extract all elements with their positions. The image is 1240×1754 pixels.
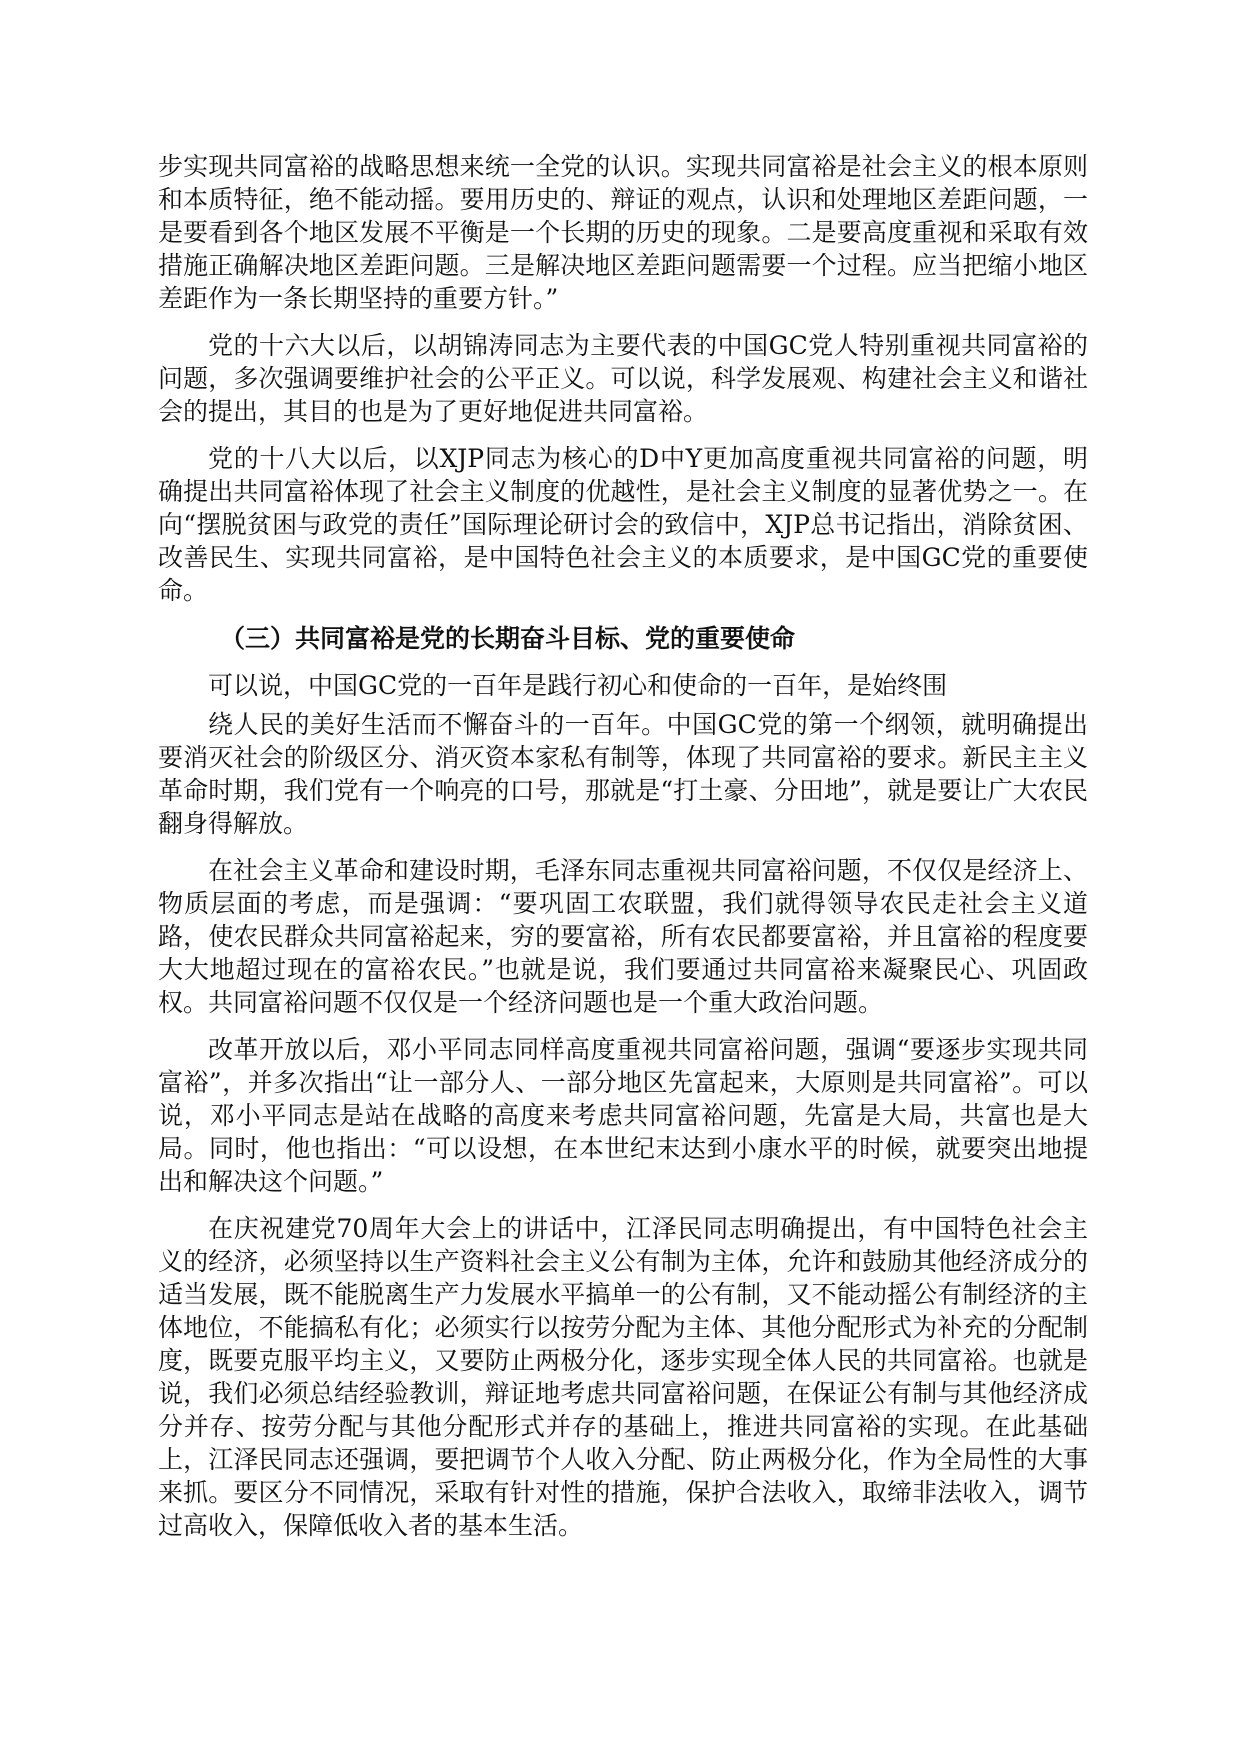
paragraph-5: 绕人民的美好生活而不懈奋斗的一百年。中国GC党的第一个纲领，就明确提出要消灭社会的阶级区分、消灭资本家私有制等，体现了共同富裕的要求。新民主主义革命时期，我们党有一个响亮的口号，那就是“打土豪、分田地”，就是要让广大农民翻身得解放。 [158,710,1088,838]
paragraph-4: 可以说，中国GC党的一百年是践行初心和使命的一百年，是始终围 [208,671,948,700]
paragraph-8: 在庆祝建党70周年大会上的讲话中，江泽民同志明确提出，有中国特色社会主义的经济，必须坚持以生产资料社会主义公有制为主体，允许和鼓励其他经济成分的适当发展，既不能脱离生产力发展水平搞单一的公有制，又不能动摇公有制经济的主体地位，不能搞私有化；必须实行以按劳分配为主体、其他分配形式为补充的分配制度，既要克服平均主义，又要防止两极分化，逐步实现全体人民的共同富裕。也就是说，我们必须总结经验教训，辩证地考虑共同富裕问题，在保证公有制与其他经济成分并存、按劳分配与其他分配形式并存的基础上，推进共同富裕的实现。在此基础上，江泽民同志还强调，要把调节个人收入分配、防止两极分化，作为全局性的大事来抓。要区分不同情况，采取有针对性的措施，保护合法收入，取缔非法收入，调节过高收入，保障低收入者的基本生活。 [158,1214,1088,1540]
section-heading: （三）共同富裕是党的长期奋斗目标、党的重要使命 [220,624,796,653]
paragraph-3: 党的十八大以后，以XJP同志为核心的D中Y更加高度重视共同富裕的问题，明确提出共同富裕体现了社会主义制度的优越性，是社会主义制度的显著优势之一。在向“摆脱贫困与政党的责任”国际理论研讨会的致信中，XJP总书记指出，消除贫困、改善民生、实现共同富裕，是中国特色社会主义的本质要求，是中国GC党的重要使命。 [158,444,1088,605]
paragraph-2: 党的十六大以后，以胡锦涛同志为主要代表的中国GC党人特别重视共同富裕的问题，多次强调要维护社会的公平正义。可以说，科学发展观、构建社会主义和谐社会的提出，其目的也是为了更好地促进共同富裕。 [158,331,1088,426]
paragraph-1: 步实现共同富裕的战略思想来统一全党的认识。实现共同富裕是社会主义的根本原则和本质特征，绝不能动摇。要用历史的、辩证的观点，认识和处理地区差距问题，一是要看到各个地区发展不平衡是一个长期的历史的现象。二是要高度重视和采取有效措施正确解决地区差距问题。三是解决地区差距问题需要一个过程。应当把缩小地区差距作为一条长期坚持的重要方针。” [158,152,1088,313]
document-body [158,150,1088,1556]
paragraph-7: 改革开放以后，邓小平同志同样高度重视共同富裕问题，强调“要逐步实现共同富裕”，并多次指出“让一部分人、一部分地区先富起来，大原则是共同富裕”。可以说，邓小平同志是站在战略的高度来考虑共同富裕问题，先富是大局，共富也是大局。同时，他也指出：“可以设想，在本世纪末达到小康水平的时候，就要突出地提出和解决这个问题。” [158,1035,1088,1196]
paragraph-6: 在社会主义革命和建设时期，毛泽东同志重视共同富裕问题，不仅仅是经济上、物质层面的考虑，而是强调：“要巩固工农联盟，我们就得领导农民走社会主义道路，使农民群众共同富裕起来，穷的要富裕，所有农民都要富裕，并且富裕的程度要大大地超过现在的富裕农民。”也就是说，我们要通过共同富裕来凝聚民心、巩固政权。共同富裕问题不仅仅是一个经济问题也是一个重大政治问题。 [158,856,1088,1017]
